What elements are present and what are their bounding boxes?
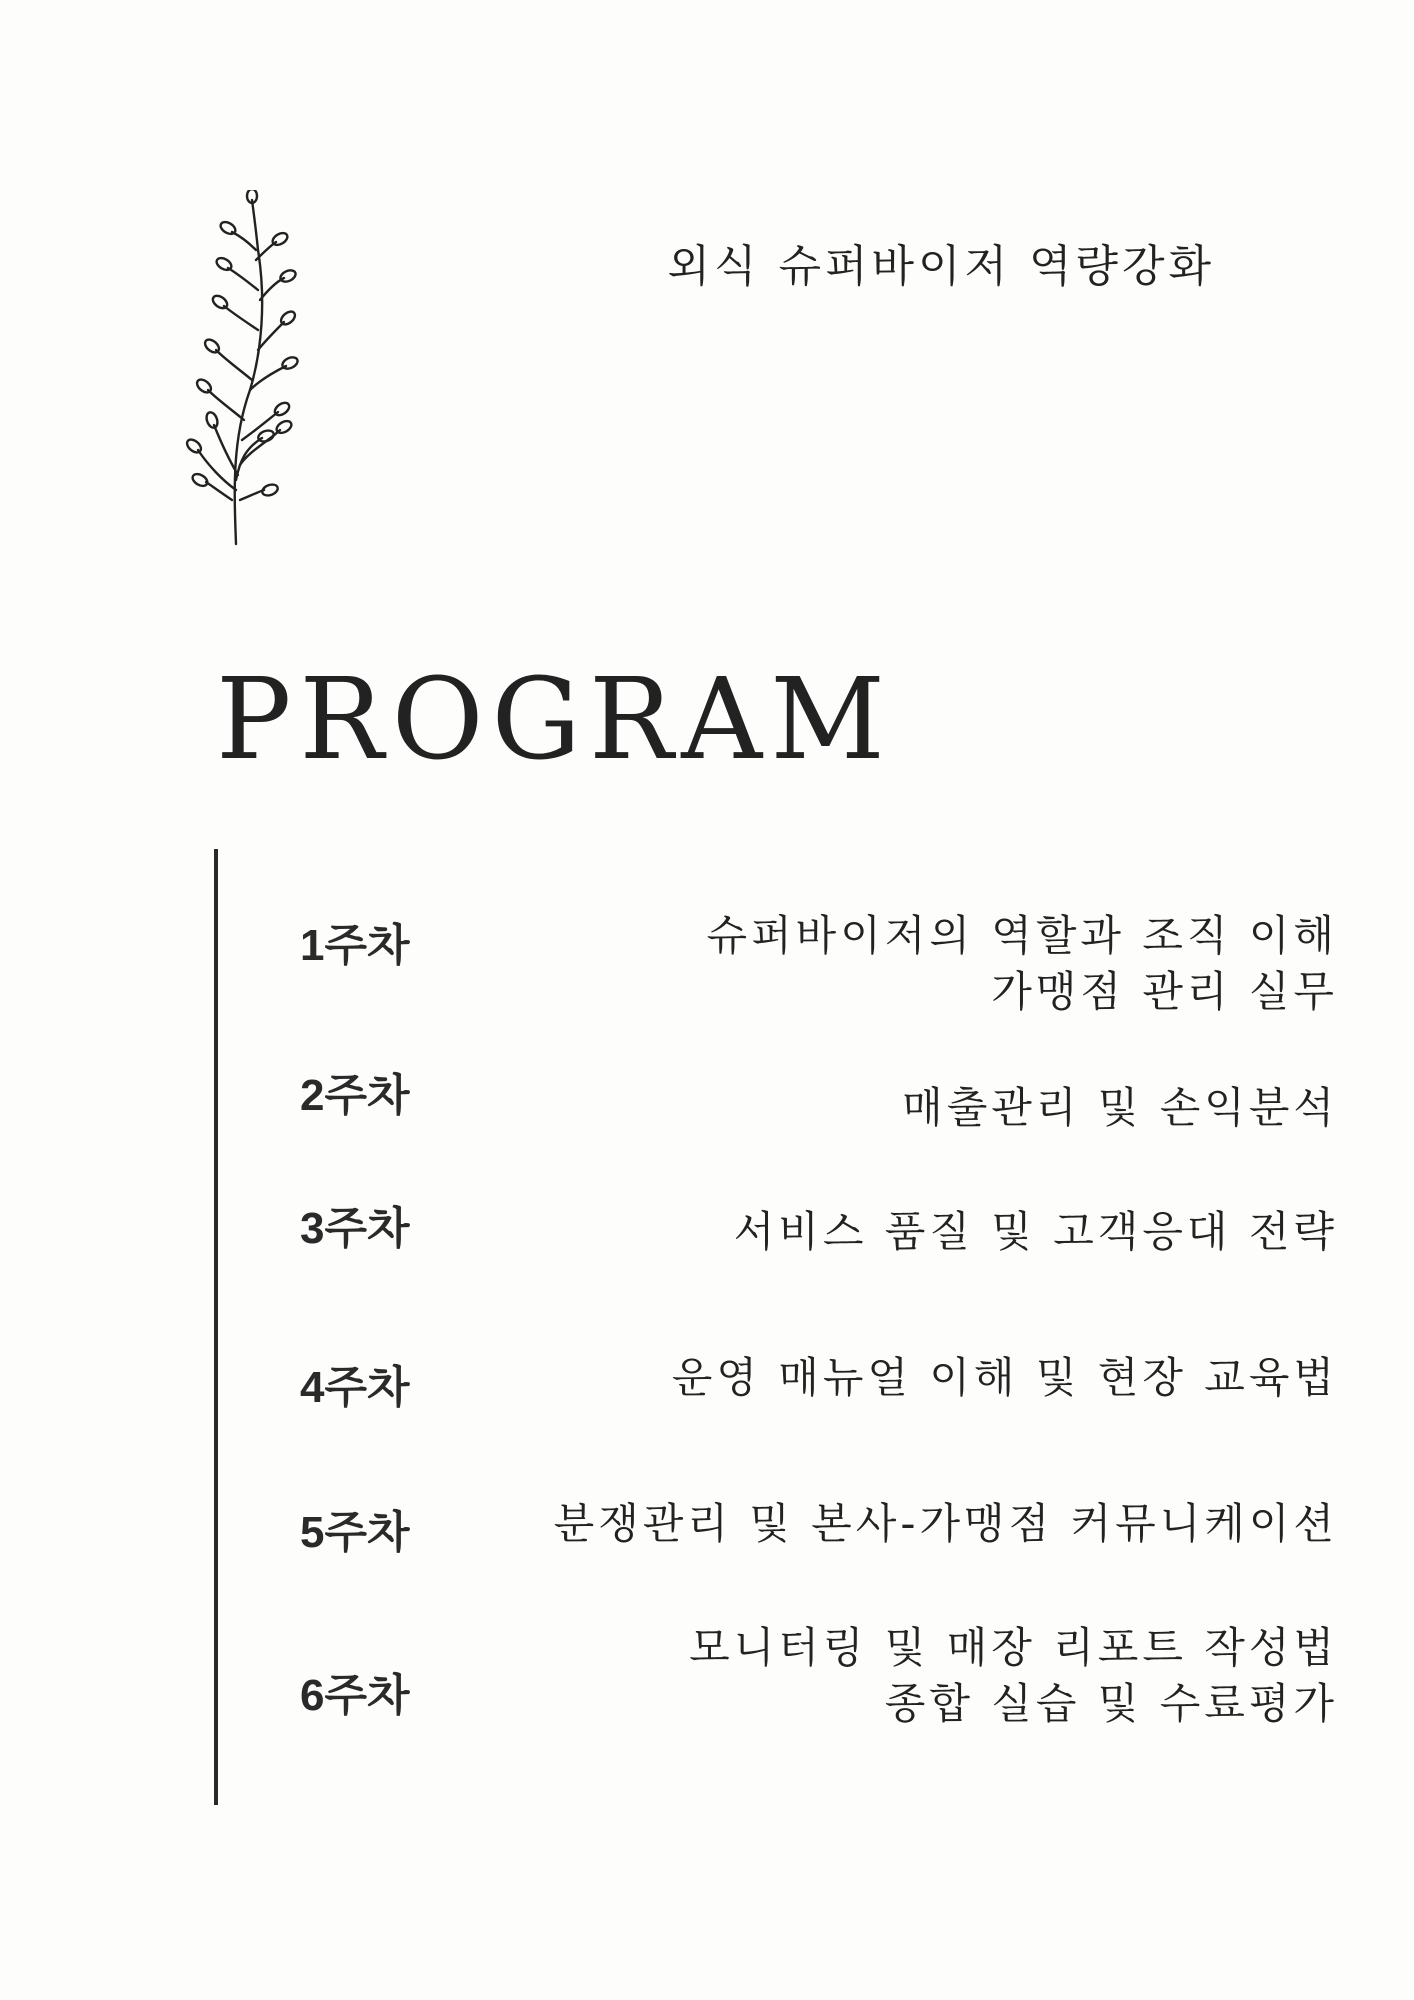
page-title: PROGRAM [216, 655, 893, 785]
topic-line: 가맹점 관리 실무 [991, 967, 1338, 1016]
week-label: 1주차 [300, 921, 410, 970]
week-topic [689, 1620, 1338, 1732]
week-label: 2주차 [300, 1071, 410, 1120]
week-topic [554, 1496, 1338, 1552]
program-subtitle: 외식 슈퍼바이저 역량강화 [667, 241, 1215, 292]
topic-line: 운영 매뉴얼 이해 및 현장 교육법 [671, 1353, 1338, 1402]
week-topic [707, 908, 1339, 1020]
topic-line: 분쟁관리 및 본사-가맹점 커뮤니케이션 [553, 1499, 1338, 1548]
branch-illustration-icon [170, 190, 340, 550]
topic-line: 종합 실습 및 수료평가 [884, 1679, 1338, 1728]
topic-line: 서비스 품질 및 고객응대 전략 [733, 1207, 1338, 1256]
week-label: 5주차 [300, 1508, 410, 1557]
topic-line: 슈퍼바이저의 역할과 조직 이해 [706, 911, 1338, 960]
topic-line: 모니터링 및 매장 리포트 작성법 [689, 1623, 1338, 1672]
week-label: 6주차 [300, 1671, 410, 1720]
week-topic [672, 1350, 1338, 1406]
week-topic [734, 1204, 1338, 1260]
timeline-divider [214, 849, 218, 1805]
week-label: 3주차 [300, 1204, 410, 1253]
week-topic [902, 1080, 1338, 1136]
week-label: 4주차 [300, 1363, 410, 1412]
topic-line: 매출관리 및 손익분석 [902, 1083, 1338, 1132]
